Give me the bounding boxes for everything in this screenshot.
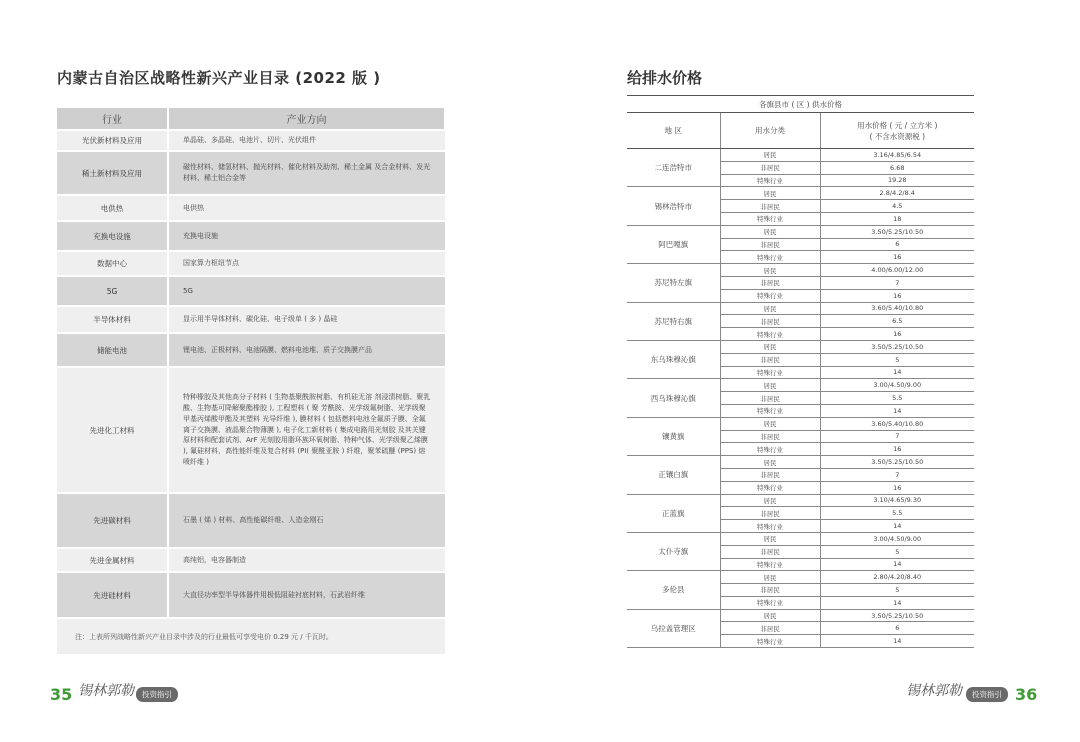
water-row (627, 456, 974, 469)
category-cell: 居民 (720, 187, 820, 200)
header-price (820, 113, 974, 149)
price-cell: 14 (820, 635, 974, 648)
category-cell: 非居民 (720, 430, 820, 443)
region-cell: 西乌珠穆沁旗 (627, 379, 720, 417)
category-cell: 非居民 (720, 353, 820, 366)
price-cell: 5.5 (820, 392, 974, 405)
industry-cell: 充换电设施 (57, 221, 168, 251)
table-row (57, 306, 445, 333)
table-row (57, 333, 445, 367)
water-row (627, 571, 974, 584)
signature-logo-left: 锡林郭勒 (78, 683, 134, 699)
direction-cell: 特种橡胶及其他高分子材料 ( 生物基聚酰胺树脂、有机硅无溶 剂浸渍树脂、聚乳酸、生物基可降解聚酯橡胶 ), 工程塑料 ( 聚 芳酰胺、光学级氟树脂、光学级聚甲基丙烯酸甲酯及其塑料 光导纤维 ), 膜材料 ( 包括燃料电池全氟质子膜、全氟离子交换膜、液晶聚合物薄膜 ), 电子化工新材料 ( 集成电路用光刻胶 及其关键原材料和配套试剂、ArF 光刻胶用脂环族环氧树脂、特种气体、光学级聚乙烯膜 ), 氟硅材料，高性能纤维及复合材料 (PI( 聚酰亚胺 ) 纤维，聚苯硫醚 (PPS) 熔喷纤维 ) (168, 367, 445, 493)
region-cell: 镶黄旗 (627, 417, 720, 455)
water-price-title: 给排水价格 (627, 69, 703, 87)
water-row (627, 494, 974, 507)
price-cell: 3.50/5.25/10.50 (820, 609, 974, 622)
region-cell: 阿巴嘎旗 (627, 225, 720, 263)
category-cell: 特殊行业 (720, 174, 820, 187)
category-cell: 居民 (720, 532, 820, 545)
signature-logo-right: 锡林郭勒 (906, 683, 962, 699)
industry-cell: 光伏新材料及应用 (57, 130, 168, 151)
price-cell: 16 (820, 443, 974, 456)
category-cell: 非居民 (720, 584, 820, 597)
industry-cell: 先进碳材料 (57, 493, 168, 548)
price-cell: 3.16/4.85/6.54 (820, 149, 974, 162)
page-number-right: 36 (1015, 685, 1038, 704)
direction-cell: 电供热 (168, 195, 445, 221)
category-cell: 特殊行业 (720, 404, 820, 417)
table-row (57, 195, 445, 221)
industry-cell: 数据中心 (57, 251, 168, 276)
table-row (57, 548, 445, 572)
category-cell: 居民 (720, 340, 820, 353)
category-cell: 特殊行业 (720, 596, 820, 609)
investment-guide-badge-left: 投资指引 (136, 687, 178, 702)
water-row (627, 187, 974, 200)
price-cell: 4.00/6.00/12.00 (820, 264, 974, 277)
category-cell: 非居民 (720, 622, 820, 635)
direction-cell: 锂电池、正极材料、电池隔膜、燃料电池堆、质子交换膜产品 (168, 333, 445, 367)
direction-cell: 国家算力枢纽节点 (168, 251, 445, 276)
price-cell: 16 (820, 328, 974, 341)
price-cell: 3.50/5.25/10.50 (820, 340, 974, 353)
price-cell: 3.50/5.25/10.50 (820, 456, 974, 469)
category-cell: 非居民 (720, 315, 820, 328)
category-cell: 特殊行业 (720, 289, 820, 302)
category-cell: 特殊行业 (720, 520, 820, 533)
water-row (627, 149, 974, 162)
category-cell: 特殊行业 (720, 251, 820, 264)
water-row (627, 225, 974, 238)
investment-guide-badge-right: 投资指引 (966, 687, 1008, 702)
price-cell: 18 (820, 212, 974, 225)
category-cell: 特殊行业 (720, 328, 820, 341)
water-row (627, 302, 974, 315)
table-row (57, 276, 445, 306)
category-cell: 居民 (720, 302, 820, 315)
price-cell: 5 (820, 584, 974, 597)
table-row (57, 493, 445, 548)
price-cell: 16 (820, 289, 974, 302)
direction-cell: 5G (168, 276, 445, 306)
region-cell: 正蓝旗 (627, 494, 720, 532)
category-cell: 居民 (720, 417, 820, 430)
price-cell: 3.60/5.40/10.80 (820, 417, 974, 430)
price-cell: 3.10/4.65/9.30 (820, 494, 974, 507)
price-cell: 3.00/4.50/9.00 (820, 532, 974, 545)
direction-cell: 显示用半导体材料、碳化硅、电子级单 ( 多 ) 晶硅 (168, 306, 445, 333)
category-cell: 特殊行业 (720, 481, 820, 494)
catalog-note-row (57, 618, 445, 654)
region-cell: 锡林浩特市 (627, 187, 720, 225)
page-number-left: 35 (50, 685, 73, 704)
direction-cell: 石墨 ( 烯 ) 材料、高性能碳纤维、人造金刚石 (168, 493, 445, 548)
industry-catalog-table (57, 108, 446, 654)
price-cell: 3.60/5.40/10.80 (820, 302, 974, 315)
category-cell: 非居民 (720, 507, 820, 520)
region-cell: 二连浩特市 (627, 149, 720, 187)
category-cell: 非居民 (720, 200, 820, 213)
direction-cell: 磁性材料、储氢材料、抛光材料、催化材料及助剂、稀土金属 及合金材料、发光材料、稀土铝合金等 (168, 151, 445, 195)
price-cell: 5.5 (820, 507, 974, 520)
direction-cell: 大直径功率型半导体器件用极低阻硅衬底材料，石武岩纤维 (168, 572, 445, 618)
category-cell: 居民 (720, 149, 820, 162)
price-cell: 2.80/4.20/8.40 (820, 571, 974, 584)
price-cell: 14 (820, 558, 974, 571)
water-header-row (627, 113, 974, 149)
table-row (57, 221, 445, 251)
category-cell: 特殊行业 (720, 558, 820, 571)
price-cell: 5 (820, 545, 974, 558)
price-cell: 14 (820, 520, 974, 533)
direction-cell: 高纯铝，电容器制造 (168, 548, 445, 572)
header-direction: 产业方向 (168, 108, 445, 130)
price-cell: 7 (820, 430, 974, 443)
price-cell: 6 (820, 238, 974, 251)
category-cell: 特殊行业 (720, 635, 820, 648)
category-cell: 非居民 (720, 276, 820, 289)
header-industry: 行业 (57, 108, 168, 130)
category-cell: 非居民 (720, 468, 820, 481)
price-cell: 6 (820, 622, 974, 635)
water-row (627, 264, 974, 277)
region-cell: 东乌珠穆沁旗 (627, 340, 720, 378)
price-cell: 5 (820, 353, 974, 366)
category-cell: 非居民 (720, 238, 820, 251)
industry-cell: 先进化工材料 (57, 367, 168, 493)
category-cell: 非居民 (720, 545, 820, 558)
industry-cell: 先进硅材料 (57, 572, 168, 618)
header-price-label: 用水价格 ( 元 / 立方米 ) (857, 120, 938, 130)
category-cell: 特殊行业 (720, 366, 820, 379)
industry-cell: 先进金属材料 (57, 548, 168, 572)
price-cell: 14 (820, 596, 974, 609)
price-cell: 7 (820, 276, 974, 289)
water-row (627, 417, 974, 430)
table-row (57, 130, 445, 151)
catalog-header-row (57, 108, 445, 130)
industry-cell: 稀土新材料及应用 (57, 151, 168, 195)
category-cell: 居民 (720, 456, 820, 469)
water-table-caption: 各旗县市 ( 区 ) 供水价格 (627, 96, 974, 113)
price-cell: 14 (820, 366, 974, 379)
price-cell: 6.5 (820, 315, 974, 328)
category-cell: 特殊行业 (720, 443, 820, 456)
catalog-title: 内蒙古自治区战略性新兴产业目录 (2022 版 ) (57, 69, 381, 87)
category-cell: 居民 (720, 225, 820, 238)
catalog-note: 注：上表所列战略性新兴产业目录中涉及的行业最低可享受电价 0.29 元 / 千瓦时。 (57, 618, 445, 654)
category-cell: 非居民 (720, 392, 820, 405)
table-row (57, 151, 445, 195)
industry-cell: 电供热 (57, 195, 168, 221)
region-cell: 太仆寺旗 (627, 532, 720, 570)
industry-cell: 半导体材料 (57, 306, 168, 333)
water-row (627, 532, 974, 545)
water-row (627, 340, 974, 353)
water-caption-row (627, 96, 974, 113)
header-price-sub: ( 不含水资源税 ) (869, 131, 926, 141)
price-cell: 16 (820, 251, 974, 264)
industry-cell: 5G (57, 276, 168, 306)
water-row (627, 609, 974, 622)
industry-cell: 储能电池 (57, 333, 168, 367)
header-category: 用水分类 (720, 113, 820, 149)
category-cell: 特殊行业 (720, 212, 820, 225)
region-cell: 苏尼特左旗 (627, 264, 720, 302)
category-cell: 非居民 (720, 161, 820, 174)
direction-cell: 充换电设施 (168, 221, 445, 251)
table-row (57, 572, 445, 618)
price-cell: 19.28 (820, 174, 974, 187)
price-cell: 16 (820, 481, 974, 494)
region-cell: 多伦县 (627, 571, 720, 609)
category-cell: 居民 (720, 571, 820, 584)
price-cell: 7 (820, 468, 974, 481)
direction-cell: 单晶硅、多晶硅、电池片、切片、光伏组件 (168, 130, 445, 151)
price-cell: 2.8/4.2/8.4 (820, 187, 974, 200)
water-row (627, 379, 974, 392)
region-cell: 正镶白旗 (627, 456, 720, 494)
table-row (57, 367, 445, 493)
category-cell: 居民 (720, 264, 820, 277)
table-row (57, 251, 445, 276)
category-cell: 居民 (720, 609, 820, 622)
header-region: 地 区 (627, 113, 720, 149)
price-cell: 4.5 (820, 200, 974, 213)
category-cell: 居民 (720, 494, 820, 507)
price-cell: 14 (820, 404, 974, 417)
price-cell: 3.50/5.25/10.50 (820, 225, 974, 238)
region-cell: 苏尼特右旗 (627, 302, 720, 340)
category-cell: 居民 (720, 379, 820, 392)
water-price-table (627, 95, 974, 648)
price-cell: 3.00/4.50/9.00 (820, 379, 974, 392)
price-cell: 6.68 (820, 161, 974, 174)
region-cell: 乌拉盖管理区 (627, 609, 720, 647)
